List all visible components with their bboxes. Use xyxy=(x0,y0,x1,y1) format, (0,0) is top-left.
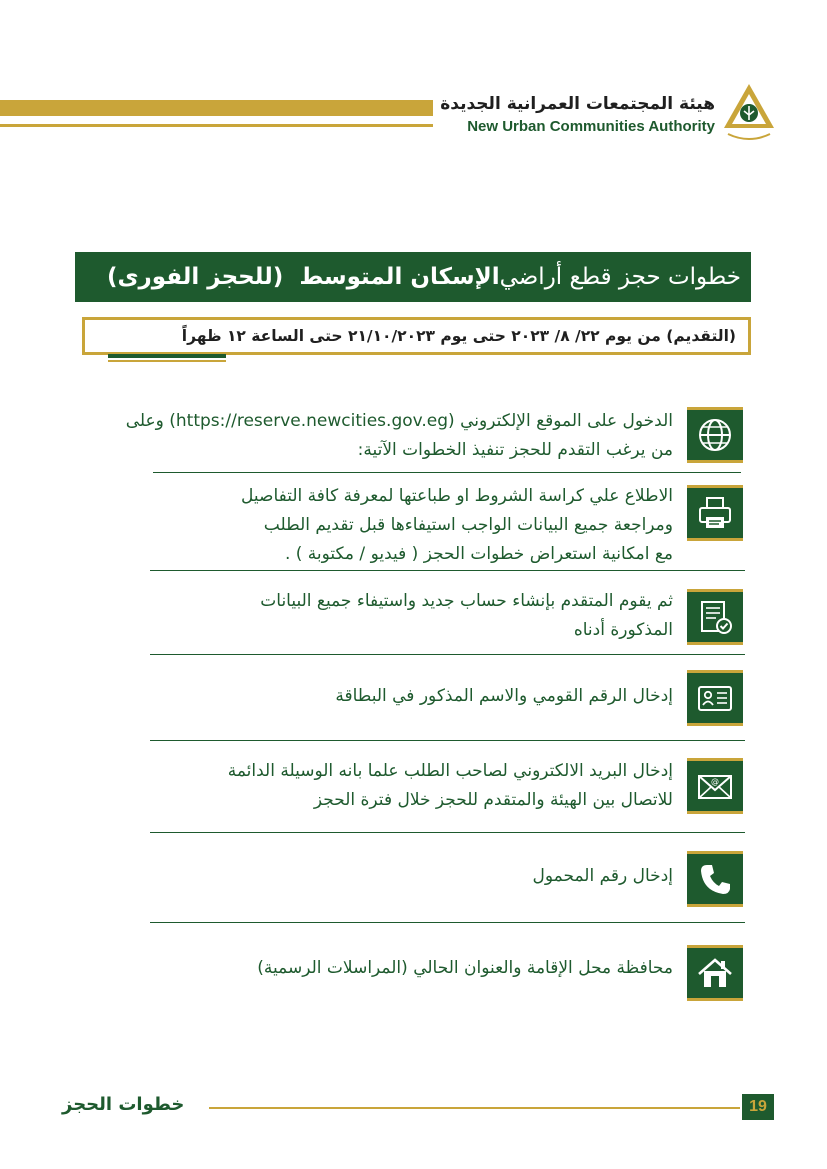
step-2-line-2: ومراجعة جميع البيانات الواجب استيفاءها قبل تقديم الطلب xyxy=(263,515,673,535)
step-1-line-1: الدخول على الموقع الإلكتروني (https://reserve.newcities.gov.eg) وعلى xyxy=(125,411,673,431)
step-2-line-1: الاطلاع علي كراسة الشروط او طباعتها لمعرفة كافة التفاصيل xyxy=(241,486,673,506)
step-3-line-2: المذكورة أدناه xyxy=(573,620,673,640)
header-thin-line xyxy=(0,124,433,127)
step-7 xyxy=(100,942,745,1004)
title-part-1: خطوات حجز قطع أراضي xyxy=(499,264,741,290)
divider xyxy=(150,740,745,741)
printer-icon xyxy=(687,485,743,541)
divider xyxy=(150,570,745,571)
application-period: (التقديم) من يوم ٢٢/ ٨/ ٢٠٢٣ حتى يوم ٢١/١٠/٢٠٢٣ حتى الساعة ١٢ ظهراً xyxy=(82,317,751,355)
step-6-line-1: إدخال رقم المحمول xyxy=(532,866,673,886)
step-2-line-3: مع امكانية استعراض خطوات الحجز ( فيديو / مكتوبة ) . xyxy=(284,544,673,564)
step-3 xyxy=(100,585,745,650)
step-4 xyxy=(100,668,745,728)
step-5-line-1: إدخال البريد الالكتروني لصاحب الطلب علما بانه الوسيلة الدائمة xyxy=(227,761,673,781)
title-part-2: الإسكان المتوسط xyxy=(299,264,500,290)
step-6 xyxy=(100,848,745,908)
step-3-line-1: ثم يقوم المتقدم بإنشاء حساب جديد واستيفاء جميع البيانات xyxy=(260,591,673,611)
step-5 xyxy=(100,755,745,820)
org-name-arabic: هيئة المجتمعات العمرانية الجديدة xyxy=(440,94,715,114)
org-name-english: New Urban Communities Authority xyxy=(467,118,715,135)
step-4-line-1: إدخال الرقم القومي والاسم المذكور في البطاقة xyxy=(335,686,673,706)
phone-icon xyxy=(687,851,743,907)
date-underline-gold xyxy=(108,360,226,362)
divider xyxy=(153,472,741,473)
id-card-icon xyxy=(687,670,743,726)
divider xyxy=(150,832,745,833)
title-part-3: (للحجز الفورى) xyxy=(106,264,300,290)
home-icon xyxy=(687,945,743,1001)
step-2 xyxy=(100,480,745,570)
form-check-icon xyxy=(687,589,743,645)
date-underline xyxy=(108,354,226,358)
svg-text:@: @ xyxy=(711,777,719,786)
header-gold-bar xyxy=(0,100,433,116)
footer-section-title: خطوات الحجز xyxy=(62,1094,185,1115)
divider xyxy=(150,654,745,655)
step-7-line-1: محافظة محل الإقامة والعنوان الحالي (المراسلات الرسمية) xyxy=(257,958,673,978)
email-icon xyxy=(687,758,743,814)
step-1 xyxy=(100,405,745,465)
footer-gold-line xyxy=(209,1107,740,1109)
page-number: 19 xyxy=(742,1094,774,1120)
divider xyxy=(150,922,745,923)
nuca-logo xyxy=(722,82,776,144)
globe-icon xyxy=(687,407,743,463)
step-5-line-2: للاتصال بين الهيئة والمتقدم للحجز خلال فترة الحجز xyxy=(313,790,673,810)
page-title xyxy=(75,252,751,302)
step-1-line-2: من يرغب التقدم للحجز تنفيذ الخطوات الآتية: xyxy=(357,440,673,460)
